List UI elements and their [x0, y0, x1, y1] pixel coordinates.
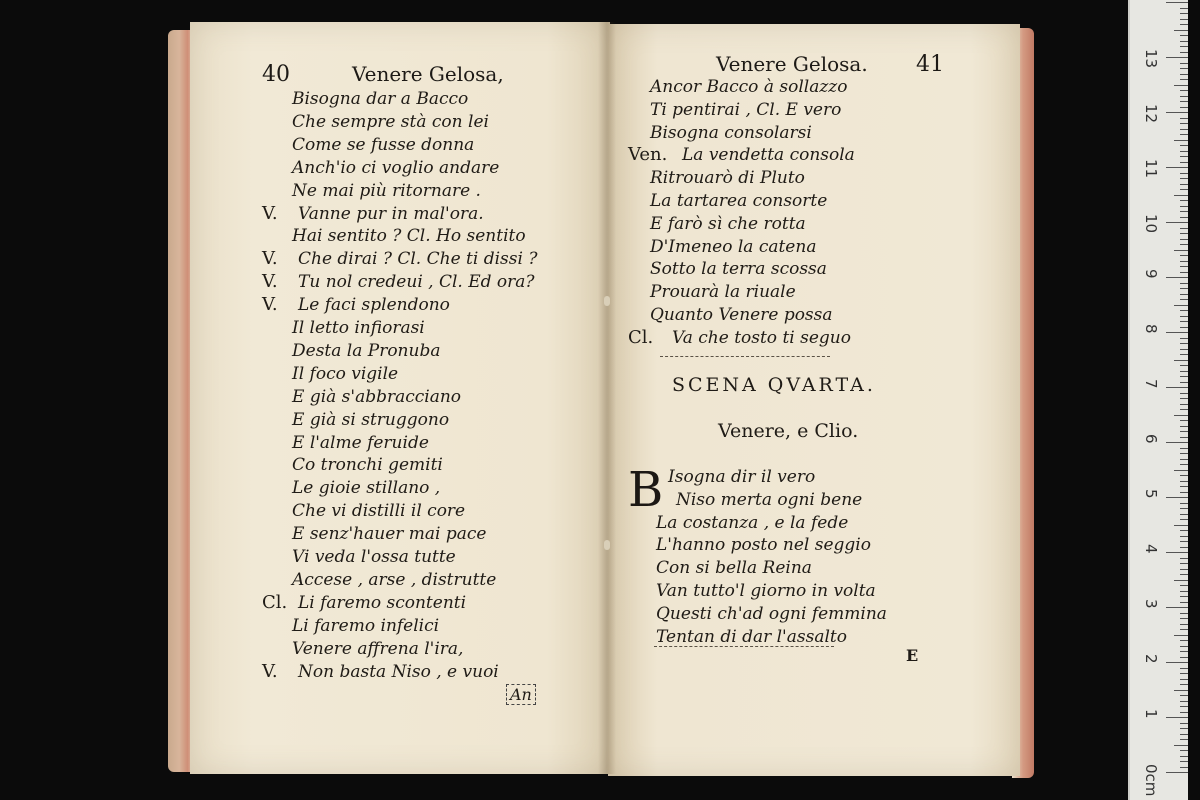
ruler-tick	[1166, 442, 1188, 443]
ruler-tick	[1180, 19, 1188, 20]
verse-line: L'hanno posto nel seggio	[656, 535, 871, 556]
ruler-tick	[1180, 365, 1188, 366]
end-rule	[654, 646, 834, 648]
ruler-tick	[1180, 217, 1188, 218]
ruler-tick	[1180, 129, 1188, 130]
ruler-tick	[1166, 607, 1188, 608]
ruler-tick	[1180, 327, 1188, 328]
ruler-tick	[1166, 57, 1188, 58]
ruler-tick	[1180, 629, 1188, 630]
speaker-label: V.	[262, 294, 278, 316]
verse-line: Che sempre stà con lei	[292, 111, 489, 132]
ruler-tick	[1180, 508, 1188, 509]
ruler-tick	[1180, 618, 1188, 619]
ruler-label: 4	[1142, 544, 1160, 554]
ruler-tick	[1174, 635, 1188, 636]
ruler-tick	[1174, 195, 1188, 196]
ruler-tick	[1180, 651, 1188, 652]
verse-line: Accese , arse , distrutte	[292, 569, 497, 590]
ruler-tick	[1180, 426, 1188, 427]
verse-line: Che dirai ? Cl. Che ti dissi ?	[298, 249, 538, 270]
ruler-tick	[1180, 602, 1188, 603]
verse-line: Sotto la terra scossa	[650, 259, 827, 280]
ruler-tick	[1180, 79, 1188, 80]
verse-line: La vendetta consola	[682, 145, 855, 166]
ruler-tick	[1166, 717, 1188, 718]
verse-line: Anch'io ci voglio andare	[292, 157, 500, 178]
ruler-tick	[1180, 591, 1188, 592]
drop-cap: B	[628, 462, 664, 518]
ruler-tick	[1166, 332, 1188, 333]
ruler-tick	[1180, 541, 1188, 542]
ruler-tick	[1180, 767, 1188, 768]
ruler-tick	[1180, 695, 1188, 696]
ruler-tick	[1180, 211, 1188, 212]
verse-line: D'Imeneo la catena	[650, 236, 817, 257]
verse-line: Tu nol credeui , Cl. Ed ora?	[298, 272, 535, 293]
ruler-tick	[1180, 701, 1188, 702]
ruler-tick	[1180, 640, 1188, 641]
ruler-tick	[1180, 750, 1188, 751]
ruler-tick	[1180, 35, 1188, 36]
ruler-tick	[1174, 690, 1188, 691]
ruler-tick	[1180, 354, 1188, 355]
verse-line: La tartarea consorte	[650, 191, 828, 211]
verse-line: Bisogna consolarsi	[650, 122, 812, 143]
ruler-tick	[1180, 563, 1188, 564]
ruler-tick	[1180, 266, 1188, 267]
verse-line: Con si bella Reina	[656, 558, 812, 579]
ruler-tick	[1180, 448, 1188, 449]
ruler-tick	[1180, 52, 1188, 53]
verse-line: Le gioie stillano ,	[292, 478, 441, 499]
verse-line: Prouarà la riuale	[650, 282, 796, 303]
ruler-tick	[1180, 393, 1188, 394]
verse-line: Co tronchi gemiti	[292, 455, 443, 476]
verse-line: E senz'hauer mai pace	[292, 524, 487, 545]
ruler-tick	[1174, 415, 1188, 416]
ruler-label: 7	[1142, 379, 1160, 389]
ruler-tick	[1166, 2, 1188, 3]
verse-line: Ti pentirai , Cl. E vero	[650, 99, 842, 120]
verse-line: Ancor Bacco à sollazzo	[650, 77, 848, 97]
ruler-tick	[1180, 585, 1188, 586]
ruler-tick	[1180, 624, 1188, 625]
ruler-tick	[1180, 761, 1188, 762]
verse-line: Tentan di dar l'assalto	[656, 626, 847, 647]
ruler-tick	[1180, 481, 1188, 482]
ruler-tick	[1180, 371, 1188, 372]
ruler-tick	[1180, 706, 1188, 707]
ruler-tick	[1174, 140, 1188, 141]
ruler-tick	[1180, 574, 1188, 575]
ruler-tick	[1180, 646, 1188, 647]
ruler-tick	[1180, 668, 1188, 669]
ruler-tick	[1180, 404, 1188, 405]
ruler-tick	[1180, 200, 1188, 201]
ruler-tick	[1180, 409, 1188, 410]
signature-mark: E	[906, 646, 919, 665]
ruler-tick	[1180, 596, 1188, 597]
ruler-label: 10	[1142, 214, 1160, 234]
ruler-tick	[1166, 167, 1188, 168]
verse-line: Il letto infiorasi	[292, 318, 425, 338]
ruler-tick	[1180, 283, 1188, 284]
ruler-tick	[1180, 74, 1188, 75]
ruler-tick	[1174, 30, 1188, 31]
ruler-tick	[1180, 492, 1188, 493]
ruler-tick	[1166, 552, 1188, 553]
speaker-label: Ven.	[628, 144, 668, 166]
ruler-tick	[1180, 712, 1188, 713]
verse-line: Li faremo scontenti	[298, 592, 467, 613]
verse-line: E farò sì che rotta	[650, 213, 806, 234]
section-rule	[660, 356, 830, 358]
ruler-tick	[1180, 343, 1188, 344]
ruler-tick	[1180, 349, 1188, 350]
ruler-tick	[1174, 85, 1188, 86]
ruler-tick	[1180, 13, 1188, 14]
speaker-label: V.	[262, 202, 278, 224]
ruler-tick	[1180, 739, 1188, 740]
ruler-tick	[1180, 8, 1188, 9]
ruler-tick	[1166, 772, 1188, 773]
verse-line: Quanto Venere possa	[650, 305, 833, 325]
verse-line: Va che tosto ti seguo	[672, 327, 851, 348]
verse-line: Ne mai più ritornare .	[292, 180, 481, 201]
ruler-tick	[1180, 569, 1188, 570]
verse-line: Venere affrena l'ira,	[292, 638, 464, 659]
ruler-tick	[1180, 420, 1188, 421]
ruler-tick	[1180, 244, 1188, 245]
ruler-tick	[1180, 189, 1188, 190]
binding-stitch	[604, 540, 610, 550]
left-running-title: Venere Gelosa,	[352, 62, 504, 86]
ruler-tick	[1180, 233, 1188, 234]
ruler-tick	[1166, 387, 1188, 388]
ruler-tick	[1166, 112, 1188, 113]
ruler-tick	[1180, 162, 1188, 163]
verse-line: Come se fusse donna	[292, 134, 475, 155]
left-catchword: An	[506, 684, 536, 705]
ruler-tick	[1180, 558, 1188, 559]
ruler-tick	[1174, 305, 1188, 306]
ruler-tick	[1180, 24, 1188, 25]
ruler-label: 1	[1142, 709, 1160, 719]
verse-line: Le faci splendono	[298, 295, 450, 316]
verse-line: Che vi distilli il core	[292, 501, 466, 522]
speaker-label: Cl.	[262, 591, 288, 613]
ruler-tick	[1180, 101, 1188, 102]
ruler-tick	[1180, 316, 1188, 317]
right-page-number: 41	[916, 52, 944, 77]
ruler-tick	[1180, 156, 1188, 157]
verse-line: Vi veda l'ossa tutte	[292, 547, 456, 567]
ruler-label: 8	[1142, 324, 1160, 334]
speaker-label: V.	[262, 660, 278, 682]
ruler-tick	[1180, 376, 1188, 377]
verse-line: Vanne pur in mal'ora.	[298, 203, 484, 224]
ruler-tick	[1166, 497, 1188, 498]
ruler-tick	[1180, 684, 1188, 685]
ruler-tick	[1180, 41, 1188, 42]
ruler-tick	[1180, 459, 1188, 460]
ruler-tick	[1180, 68, 1188, 69]
ruler-tick	[1180, 437, 1188, 438]
scene-heading: SCENA QVARTA.	[672, 374, 876, 396]
verse-line: Desta la Pronuba	[292, 340, 441, 361]
verse-line: E l'alme feruide	[292, 432, 429, 453]
ruler-tick	[1180, 310, 1188, 311]
verse-line: Van tutto'l giorno in volta	[656, 581, 876, 601]
ruler-tick	[1180, 536, 1188, 537]
ruler-label: 5	[1142, 489, 1160, 499]
ruler-tick	[1180, 679, 1188, 680]
ruler-tick	[1180, 756, 1188, 757]
book-gutter	[598, 22, 616, 774]
ruler-tick	[1180, 398, 1188, 399]
verse-line: E già s'abbracciano	[292, 386, 462, 407]
ruler-tick	[1180, 475, 1188, 476]
ruler-tick	[1180, 206, 1188, 207]
ruler-tick	[1180, 530, 1188, 531]
verse-line: Non basta Niso , e vuoi	[298, 661, 499, 682]
ruler-tick	[1174, 360, 1188, 361]
verse-line: Bisogna dar a Bacco	[292, 89, 469, 109]
speaker-label: V.	[262, 271, 278, 293]
ruler-tick	[1180, 134, 1188, 135]
ruler-tick	[1180, 228, 1188, 229]
ruler-tick	[1180, 382, 1188, 383]
ruler-tick	[1180, 90, 1188, 91]
ruler-tick	[1180, 486, 1188, 487]
scale-ruler	[1128, 0, 1188, 800]
verse-line: Ritrouarò di Pluto	[650, 168, 805, 189]
ruler-tick	[1180, 123, 1188, 124]
ruler-tick	[1180, 184, 1188, 185]
ruler-tick	[1180, 657, 1188, 658]
ruler-tick	[1180, 431, 1188, 432]
ruler-label: 13	[1142, 49, 1160, 69]
ruler-label: 12	[1142, 104, 1160, 124]
ruler-tick	[1180, 519, 1188, 520]
ruler-tick	[1180, 272, 1188, 273]
ruler-tick	[1180, 728, 1188, 729]
ruler-label: 11	[1142, 159, 1160, 179]
ruler-tick	[1180, 255, 1188, 256]
ruler-label: 0cm	[1142, 764, 1160, 797]
ruler-label: 2	[1142, 654, 1160, 664]
right-running-title: Venere Gelosa.	[716, 52, 868, 76]
ruler-tick	[1180, 178, 1188, 179]
ruler-label: 6	[1142, 434, 1160, 444]
ruler-label: 3	[1142, 599, 1160, 609]
ruler-tick	[1180, 151, 1188, 152]
ruler-tick	[1180, 294, 1188, 295]
ruler-tick	[1180, 723, 1188, 724]
ruler-tick	[1180, 46, 1188, 47]
ruler-tick	[1180, 503, 1188, 504]
ruler-tick	[1180, 63, 1188, 64]
verse-line: Li faremo infelici	[292, 615, 440, 636]
ruler-tick	[1180, 338, 1188, 339]
scene-characters: Venere, e Clio.	[718, 420, 859, 442]
ruler-tick	[1174, 745, 1188, 746]
ruler-tick	[1180, 321, 1188, 322]
verse-line: Questi ch'ad ogni femmina	[656, 603, 887, 624]
speaker-label: V.	[262, 248, 278, 270]
ruler-tick	[1174, 250, 1188, 251]
ruler-tick	[1180, 453, 1188, 454]
ruler-tick	[1180, 107, 1188, 108]
verse-line: Isogna dir il vero	[668, 467, 816, 487]
ruler-tick	[1180, 145, 1188, 146]
ruler-tick	[1174, 580, 1188, 581]
verse-line: E già si struggono	[292, 409, 450, 430]
ruler-tick	[1180, 239, 1188, 240]
ruler-tick	[1180, 547, 1188, 548]
ruler-tick	[1180, 673, 1188, 674]
verse-line: Il foco vigile	[292, 363, 399, 384]
verse-line: La costanza , e la fede	[656, 512, 849, 533]
verse-line: Niso merta ogni bene	[676, 489, 863, 510]
ruler-tick	[1180, 464, 1188, 465]
ruler-tick	[1180, 734, 1188, 735]
ruler-tick	[1180, 261, 1188, 262]
ruler-tick	[1174, 470, 1188, 471]
ruler-tick	[1174, 525, 1188, 526]
ruler-tick	[1180, 514, 1188, 515]
speaker-label: Cl.	[628, 326, 654, 348]
ruler-tick	[1166, 277, 1188, 278]
ruler-tick	[1180, 299, 1188, 300]
ruler-tick	[1180, 613, 1188, 614]
ruler-tick	[1166, 662, 1188, 663]
left-page-number: 40	[262, 62, 290, 87]
ruler-tick	[1180, 288, 1188, 289]
ruler-label: 9	[1142, 269, 1160, 279]
ruler-tick	[1166, 222, 1188, 223]
verse-line: Hai sentito ? Cl. Ho sentito	[292, 226, 526, 247]
binding-stitch	[604, 296, 610, 306]
ruler-tick	[1180, 118, 1188, 119]
ruler-tick	[1180, 96, 1188, 97]
ruler-tick	[1180, 173, 1188, 174]
